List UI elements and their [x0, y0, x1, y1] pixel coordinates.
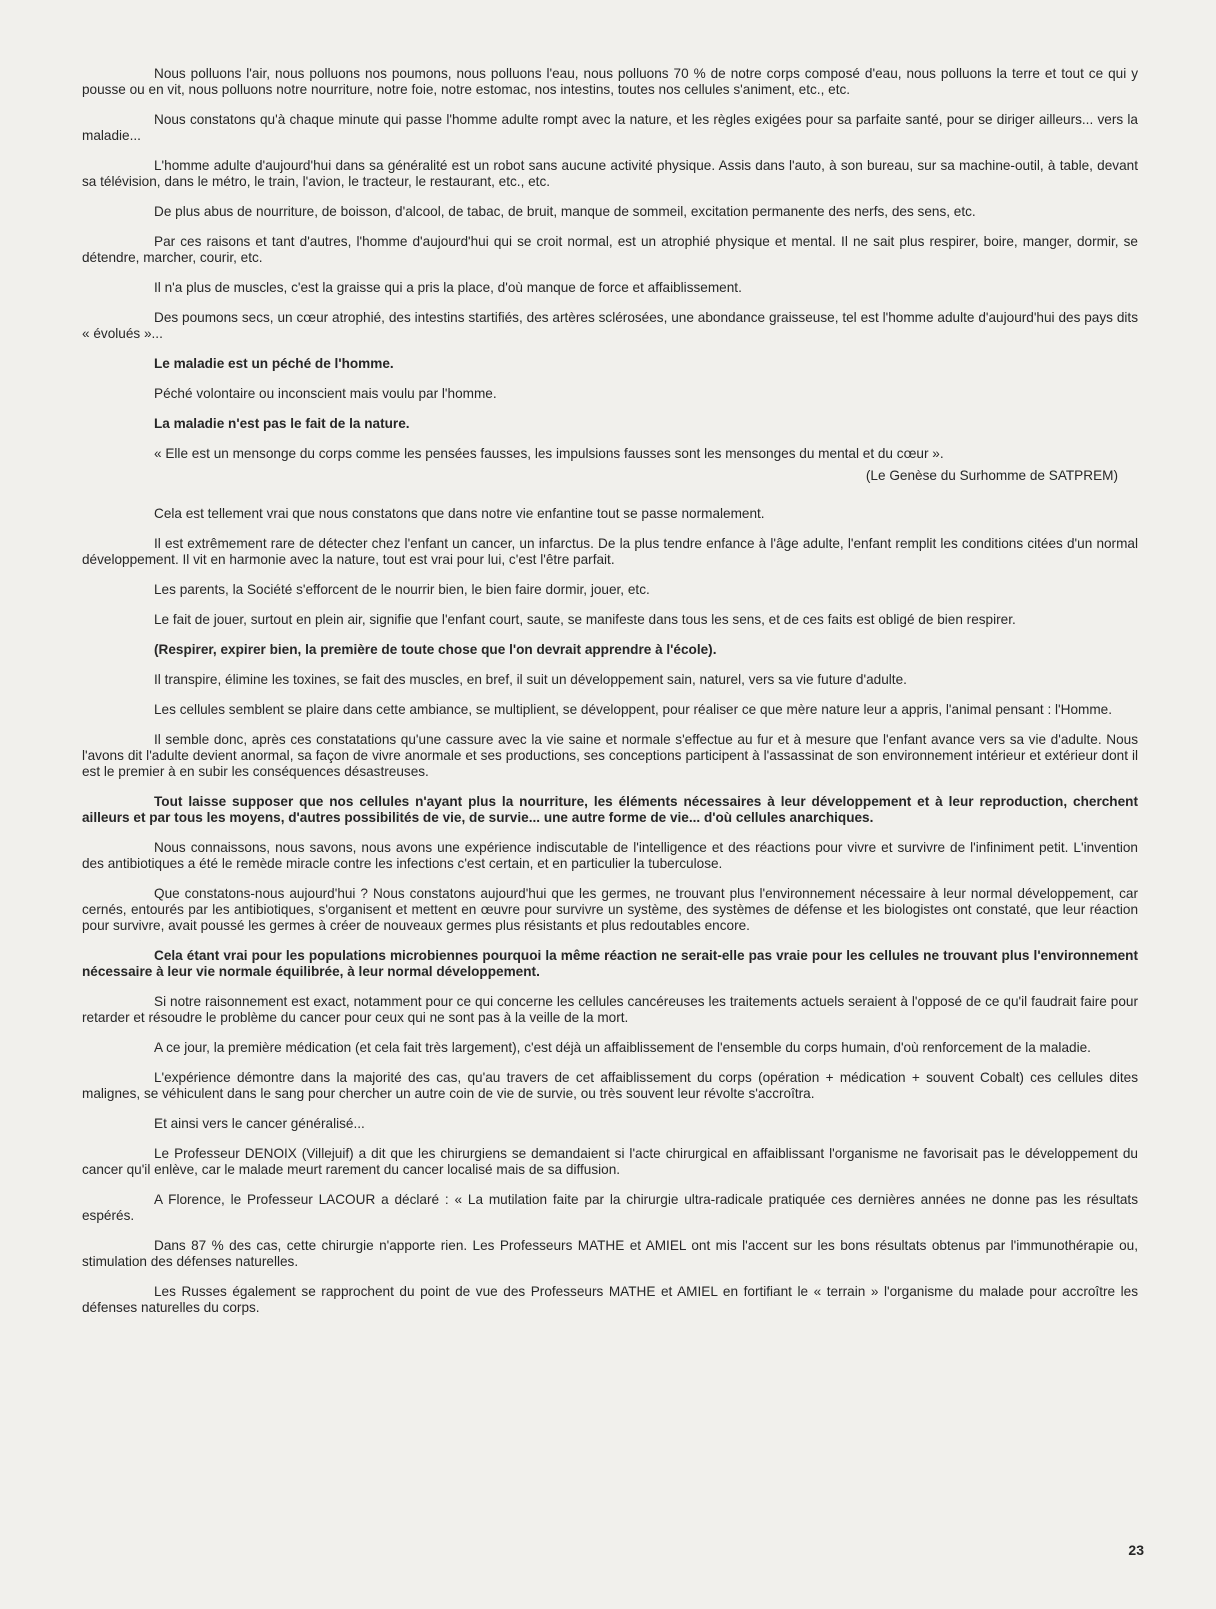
paragraph: Dans 87 % des cas, cette chirurgie n'apporte rien. Les Professeurs MATHE et AMIEL ont mis l'accent sur les bons résultats obtenus par l'immunothérapie ou, stimulation des défenses naturelles. [82, 1238, 1138, 1269]
paragraph: Les cellules semblent se plaire dans cette ambiance, se multiplient, se développent, pour réaliser ce que mère nature leur a appris, l'animal pensant : l'Homme. [154, 702, 1113, 717]
paragraph: Tout laisse supposer que nos cellules n'ayant plus la nourriture, les éléments nécessaires à leur développement et à leur reproduction, cherchent ailleurs et par tous les moyens, d'autres possibilités de vie, de survie... une autre forme de vie... d'où cellules anarchiques. [82, 794, 1138, 825]
paragraph: Il est extrêmement rare de détecter chez l'enfant un cancer, un infarctus. De la plus tendre enfance à l'âge adulte, l'enfant remplit les conditions citées d'un normal développement. Il vit en harmonie avec la nature, tout est vrai pour lui, c'est l'être parfait. [82, 536, 1138, 567]
paragraph: Que constatons-nous aujourd'hui ? Nous constatons aujourd'hui que les germes, ne trouvant plus l'environnement nécessaire à leur normal développement, car cernés, entourés par les antibiotiques, s'organisent et mettent en œuvre pour survivre un système, des systèmes de défense et les biologistes ont constaté, que leur réaction pour survivre, avait poussé les germes à créer de nouveaux germes plus résistants et plus redoutables encore. [82, 886, 1138, 933]
paragraph: A ce jour, la première médication (et cela fait très largement), c'est déjà un affaiblissement de l'ensemble du corps humain, d'où renforcement de la maladie. [154, 1040, 1091, 1055]
paragraph: A Florence, le Professeur LACOUR a déclaré : « La mutilation faite par la chirurgie ultra-radicale pratiquée ces dernières années ne donne pas les résultats espérés. [82, 1192, 1138, 1223]
paragraph: Et ainsi vers le cancer généralisé... [154, 1116, 365, 1131]
paragraph: Si notre raisonnement est exact, notamment pour ce qui concerne les cellules cancéreuses les traitements actuels seraient à l'opposé de ce qu'il faudrait faire pour retarder et résoudre le problème du cancer pour ceux qui ne sont pas à la veille de la mort. [82, 994, 1138, 1025]
quote-source: (Le Genèse du Surhomme de SATPREM) [865, 468, 1118, 483]
paragraph: Les Russes également se rapprochent du point de vue des Professeurs MATHE et AMIEL en fortifiant le « terrain » l'organisme du malade pour accroître les défenses naturelles du corps. [82, 1284, 1138, 1315]
paragraph: Le maladie est un péché de l'homme. [154, 356, 394, 371]
article-body-part-2 [82, 506, 1138, 1316]
paragraph: La maladie n'est pas le fait de la nature. [154, 416, 410, 431]
paragraph: Par ces raisons et tant d'autres, l'homme d'aujourd'hui qui se croit normal, est un atrophié physique et mental. Il ne sait plus respirer, boire, manger, dormir, se détendre, marcher, courir, etc. [82, 234, 1138, 265]
paragraph: L'homme adulte d'aujourd'hui dans sa généralité est un robot sans aucune activité physique. Assis dans l'auto, à son bureau, sur sa machine-outil, à table, devant sa télévision, dans le métro, le train, l'avion, le tracteur, le restaurant, etc., etc. [82, 158, 1138, 189]
paragraph: L'expérience démontre dans la majorité des cas, qu'au travers de cet affaiblissement du corps (opération + médication + souvent Cobalt) ces cellules dites malignes, se véhiculent dans le sang pour chercher un autre coin de vie de survie, ou très souvent leur révolte s'accroîtra. [82, 1070, 1138, 1101]
page-number: 23 [1128, 1542, 1144, 1558]
paragraph: Il n'a plus de muscles, c'est la graisse qui a pris la place, d'où manque de force et affaiblissement. [154, 280, 742, 295]
paragraph: Péché volontaire ou inconscient mais voulu par l'homme. [154, 386, 497, 401]
paragraph: Cela est tellement vrai que nous constatons que dans notre vie enfantine tout se passe normalement. [154, 506, 765, 521]
paragraph: Des poumons secs, un cœur atrophié, des intestins startifiés, des artères sclérosées, une abondance graisseuse, tel est l'homme adulte d'aujourd'hui des pays dits « évolués »... [82, 310, 1138, 341]
paragraph: « Elle est un mensonge du corps comme les pensées fausses, les impulsions fausses sont les mensonges du mental et du cœur ». [154, 446, 944, 461]
paragraph: Le fait de jouer, surtout en plein air, signifie que l'enfant court, saute, se manifeste dans tous les sens, et de ces faits est obligé de bien respirer. [154, 612, 1016, 627]
paragraph: Cela étant vrai pour les populations microbiennes pourquoi la même réaction ne serait-elle pas vraie pour les cellules ne trouvant plus l'environnement nécessaire à leur vie normale équilibrée, à leur normal développement. [82, 948, 1138, 979]
paragraph: Il semble donc, après ces constatations qu'une cassure avec la vie saine et normale s'effectue au fur et à mesure que l'enfant avance vers sa vie d'adulte. Nous l'avons dit l'adulte devient anormal, sa façon de vivre anormale et ses productions, ses conceptions participent à l'assassinat de son environnement intérieur et extérieur dont il est le premier à en subir les conséquences désastreuses. [82, 732, 1138, 779]
paragraph: Nous constatons qu'à chaque minute qui passe l'homme adulte rompt avec la nature, et les règles exigées pour sa parfaite santé, pour se diriger ailleurs... vers la maladie... [82, 112, 1138, 143]
paragraph: Nous connaissons, nous savons, nous avons une expérience indiscutable de l'intelligence et des réactions pour vivre et survivre de l'infiniment petit. L'invention des antibiotiques a été le remède miracle contre les infections c'est certain, et en particulier la tuberculose. [82, 840, 1138, 871]
paragraph: Nous polluons l'air, nous polluons nos poumons, nous polluons l'eau, nous polluons 70 % de notre corps composé d'eau, nous polluons la terre et tout ce qui y pousse ou en vit, nous polluons notre nourriture, notre foie, notre estomac, nos intestins, toutes nos cellules s'animent, etc., etc. [82, 66, 1138, 97]
paragraph: De plus abus de nourriture, de boisson, d'alcool, de tabac, de bruit, manque de sommeil, excitation permanente des nerfs, des sens, etc. [154, 204, 976, 219]
paragraph: (Respirer, expirer bien, la première de toute chose que l'on devrait apprendre à l'école). [154, 642, 717, 657]
paragraph: Il transpire, élimine les toxines, se fait des muscles, en bref, il suit un développement sain, naturel, vers sa vie future d'adulte. [154, 672, 907, 687]
paragraph: Les parents, la Société s'efforcent de le nourrir bien, le bien faire dormir, jouer, etc. [154, 582, 650, 597]
paragraph: Le Professeur DENOIX (Villejuif) a dit que les chirurgiens se demandaient si l'acte chirurgical en affaiblissant l'organisme ne favorisait pas le développement du cancer qu'il enlève, car le malade meurt rarement du cancer localisé mais de sa diffusion. [82, 1146, 1138, 1177]
article-body-part-1 [82, 66, 1138, 462]
